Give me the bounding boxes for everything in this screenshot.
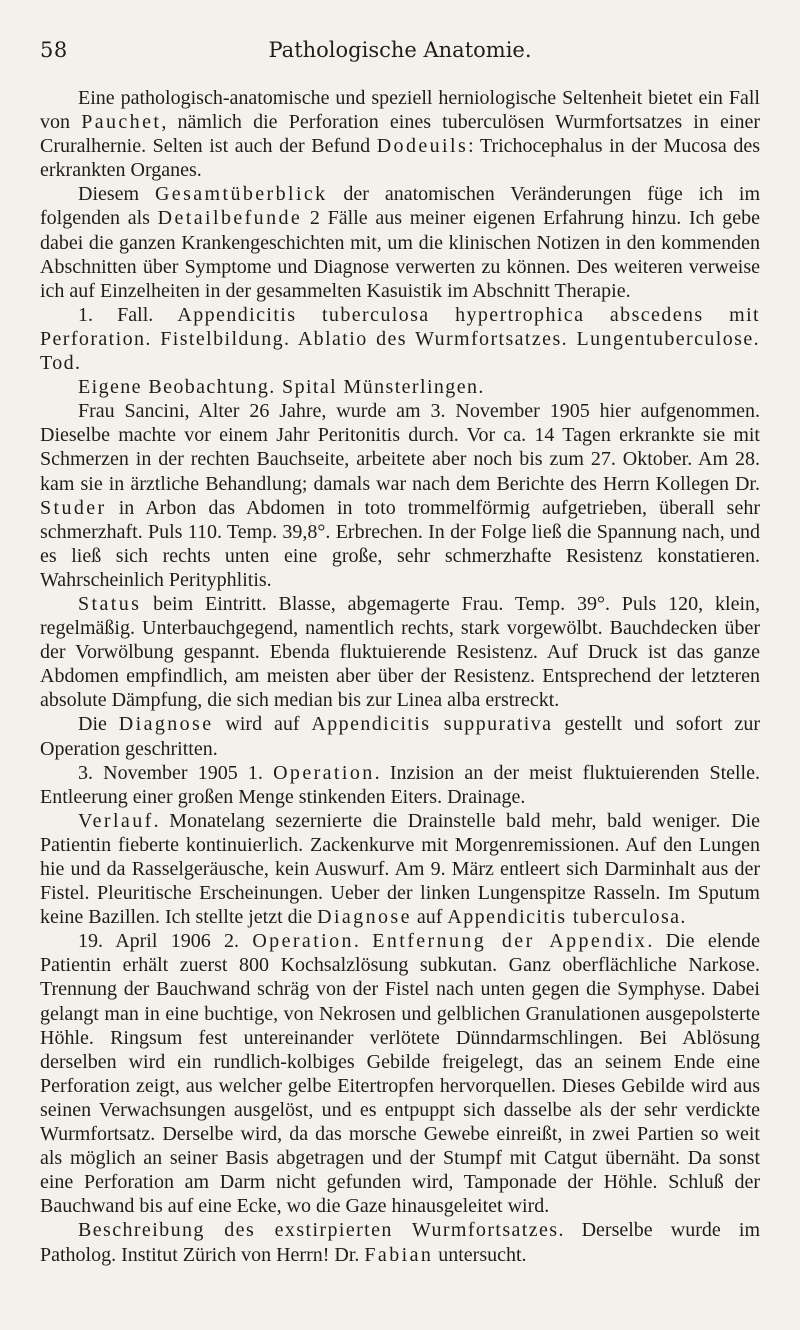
spaced-text: Appendicitis tuberculosa hypertrophica abscedens mit Perforation. Fistelbildung. Ablatio des Wurmfortsatzes. Lungentuberculose. Tod. — [40, 303, 760, 375]
paragraph — [40, 761, 760, 809]
body-text — [40, 86, 760, 1267]
spaced-text: Beschreibung des exstirpierten Wurmfortsatzes — [78, 1219, 559, 1242]
paragraph — [40, 182, 760, 302]
paragraph — [40, 712, 760, 760]
paragraph — [40, 399, 760, 592]
spaced-text: Fabian — [364, 1243, 434, 1266]
spaced-text: Pauchet — [81, 111, 162, 134]
spaced-text: Appendicitis tuberculosa — [447, 906, 681, 929]
text-run: . — [353, 930, 373, 953]
text-run: Frau Sancini, Alter 26 Jahre, wurde am 3. November 1905 hier aufgenommen. Dieselbe machte vor einem Jahr Peritonitis durch. Vor ca. 14 Tagen erkrankte sie mit Schmerzen in der rechten Bauchseite, arbeitete aber noch bis zum 27. Oktober. Am 28. kam sie in ärztliche Behandlung; damals war nach dem Berichte des Herrn Kollegen Dr. — [40, 400, 760, 495]
text-run: , nämlich die Perforation eines tuberculösen Wurmfortsatzes in einer Cruralhernie. Selten ist auch der Befund — [40, 111, 760, 158]
text-run: der anatomischen Veränderungen füge ich im folgenden als — [40, 183, 760, 230]
spaced-text: Diagnose — [317, 906, 412, 929]
text-run: in Arbon das Abdomen in toto trommelförmig aufgetrieben, überall sehr schmerzhaft. Puls 110. Temp. 39,8°. Erbrechen. In der Folge ließ die Spannung nach, und es ließ sich rechts unten eine große, sehr schmerzhafte Resistenz konstatieren. Wahrscheinlich Perityphlitis. — [40, 496, 760, 591]
spaced-text: Appendicitis suppurativa — [311, 713, 553, 736]
paragraph — [40, 929, 760, 1218]
text-run: . Monatelang sezernierte die Drainstelle bald mehr, bald weniger. Die Patientin fieberte kontinuierlich. Zackenkurve mit Morgenremissionen. Auf den Lungen hie und da Rasselgeräusche, kein Auswurf. Am 9. März entleert sich Darminhalt aus der Fistel. Pleuritische Erscheinungen. Ueber der linken Lungenspitze Rasseln. Im Sputum keine Bazillen. Ich stellte jetzt die — [40, 809, 760, 929]
running-title: Pathologische Anatomie. — [268, 38, 532, 62]
text-run: 2 Fälle aus meiner eigenen Erfahrung hinzu. Ich gebe dabei die ganzen Krankengeschichten mit, um die klinischen Notizen in den kommenden Abschnitten über Symptome und Diagnose verwerten zu können. Des weiteren verweise ich auf Einzelheiten in der gesammelten Kasuistik im Abschnitt Therapie. — [40, 207, 760, 302]
paragraph — [40, 375, 760, 399]
paragraph — [40, 809, 760, 929]
page-header — [0, 38, 800, 66]
text-run: 19. April 1906 2. — [78, 930, 253, 953]
spaced-text: Verlauf — [78, 809, 154, 832]
paragraph — [40, 592, 760, 712]
spaced-text: Studer — [40, 496, 107, 519]
text-run: Diesem — [78, 183, 155, 206]
text-run: auf — [411, 906, 448, 929]
text-run: : Trichocephalus in der Mucosa des erkrankten Organes. — [40, 135, 760, 182]
spaced-text: Eigene Beobachtung. Spital Münsterlingen. — [78, 376, 485, 399]
spaced-text: Entfernung der Appendix — [372, 930, 648, 953]
paragraph — [40, 1218, 760, 1266]
text-run: Eine pathologisch-anatomische und speziell herniologische Seltenheit bietet ein Fall von — [40, 87, 760, 134]
spaced-text: Detailbefunde — [157, 207, 303, 230]
text-run: . Die elende Patientin erhält zuerst 800 Kochsalzlösung subkutan. Ganz oberflächliche Narkose. Trennung der Bauchwand schräg von der Fistel nach unten gegen die Symphyse. Dabei gelangt man in eine buchtige, von Nekrosen und gelblichen Granulationen ausgepolsterte Höhle. Ringsum fest untereinander verlötete Dünndarmschlingen. Bei Ablösung derselben wird ein rundlich-kolbiges Gebilde freigelegt, das an seinem Ende eine Perforation zeigt, aus welcher gelbe Eitertropfen hervorquellen. Dieses Gebilde wird aus seinen Verwachsungen ausgelöst, und es entpuppt sich dasselbe als der sehr verdickte Wurmfortsatz. Derselbe wird, da das morsche Gewebe einreißt, in zwei Partien so weit als möglich an seiner Basis abgetragen und der Stumpf mit Catgut übernäht. Da sonst eine Perforation am Darm nicht gefunden wird, Tamponade der Höhle. Schluß der Bauchwand bis auf eine Ecke, wo die Gaze hinausgeleitet wird. — [40, 930, 761, 1218]
spaced-text: Operation — [252, 930, 354, 953]
paragraph — [40, 303, 760, 375]
spaced-text: Status — [78, 592, 142, 615]
spaced-text: Operation — [273, 761, 375, 784]
paragraph — [40, 86, 760, 182]
text-run: . Inzision an der meist fluktuierenden Stelle. Entleerung einer großen Menge stinkenden Eiters. Drainage. — [40, 761, 760, 808]
text-run: 3. November 1905 1. — [78, 761, 274, 784]
spaced-text: Diagnose — [118, 713, 214, 736]
spaced-text: Dodeuils — [376, 135, 469, 158]
text-run: 1. Fall. — [78, 303, 178, 326]
text-run: untersucht. — [433, 1243, 527, 1266]
text-run: Die — [78, 713, 119, 736]
text-run: beim Eintritt. Blasse, abgemagerte Frau. Temp. 39°. Puls 120, klein, regelmäßig. Unterbauchgegend, namentlich rechts, stark vorgewölbt. Bauchdecken über der Vorwölbung gespannt. Ebenda fluktuierende Resistenz. Auf Druck ist das ganze Abdomen empfindlich, am meisten aber über der Resistenz. Entsprechend der letzteren absolute Dämpfung, die sich median bis zur Linea alba erstreckt. — [40, 592, 760, 712]
page-number: 58 — [40, 38, 68, 62]
text-run: . Derselbe wurde im Patholog. Institut Zürich von Herrn! Dr. — [40, 1219, 761, 1266]
text-run: . — [680, 906, 686, 929]
spaced-text: Gesamtüberblick — [154, 183, 328, 206]
text-run: gestellt und sofort zur Operation geschritten. — [40, 713, 760, 760]
text-run: wird auf — [213, 713, 312, 736]
